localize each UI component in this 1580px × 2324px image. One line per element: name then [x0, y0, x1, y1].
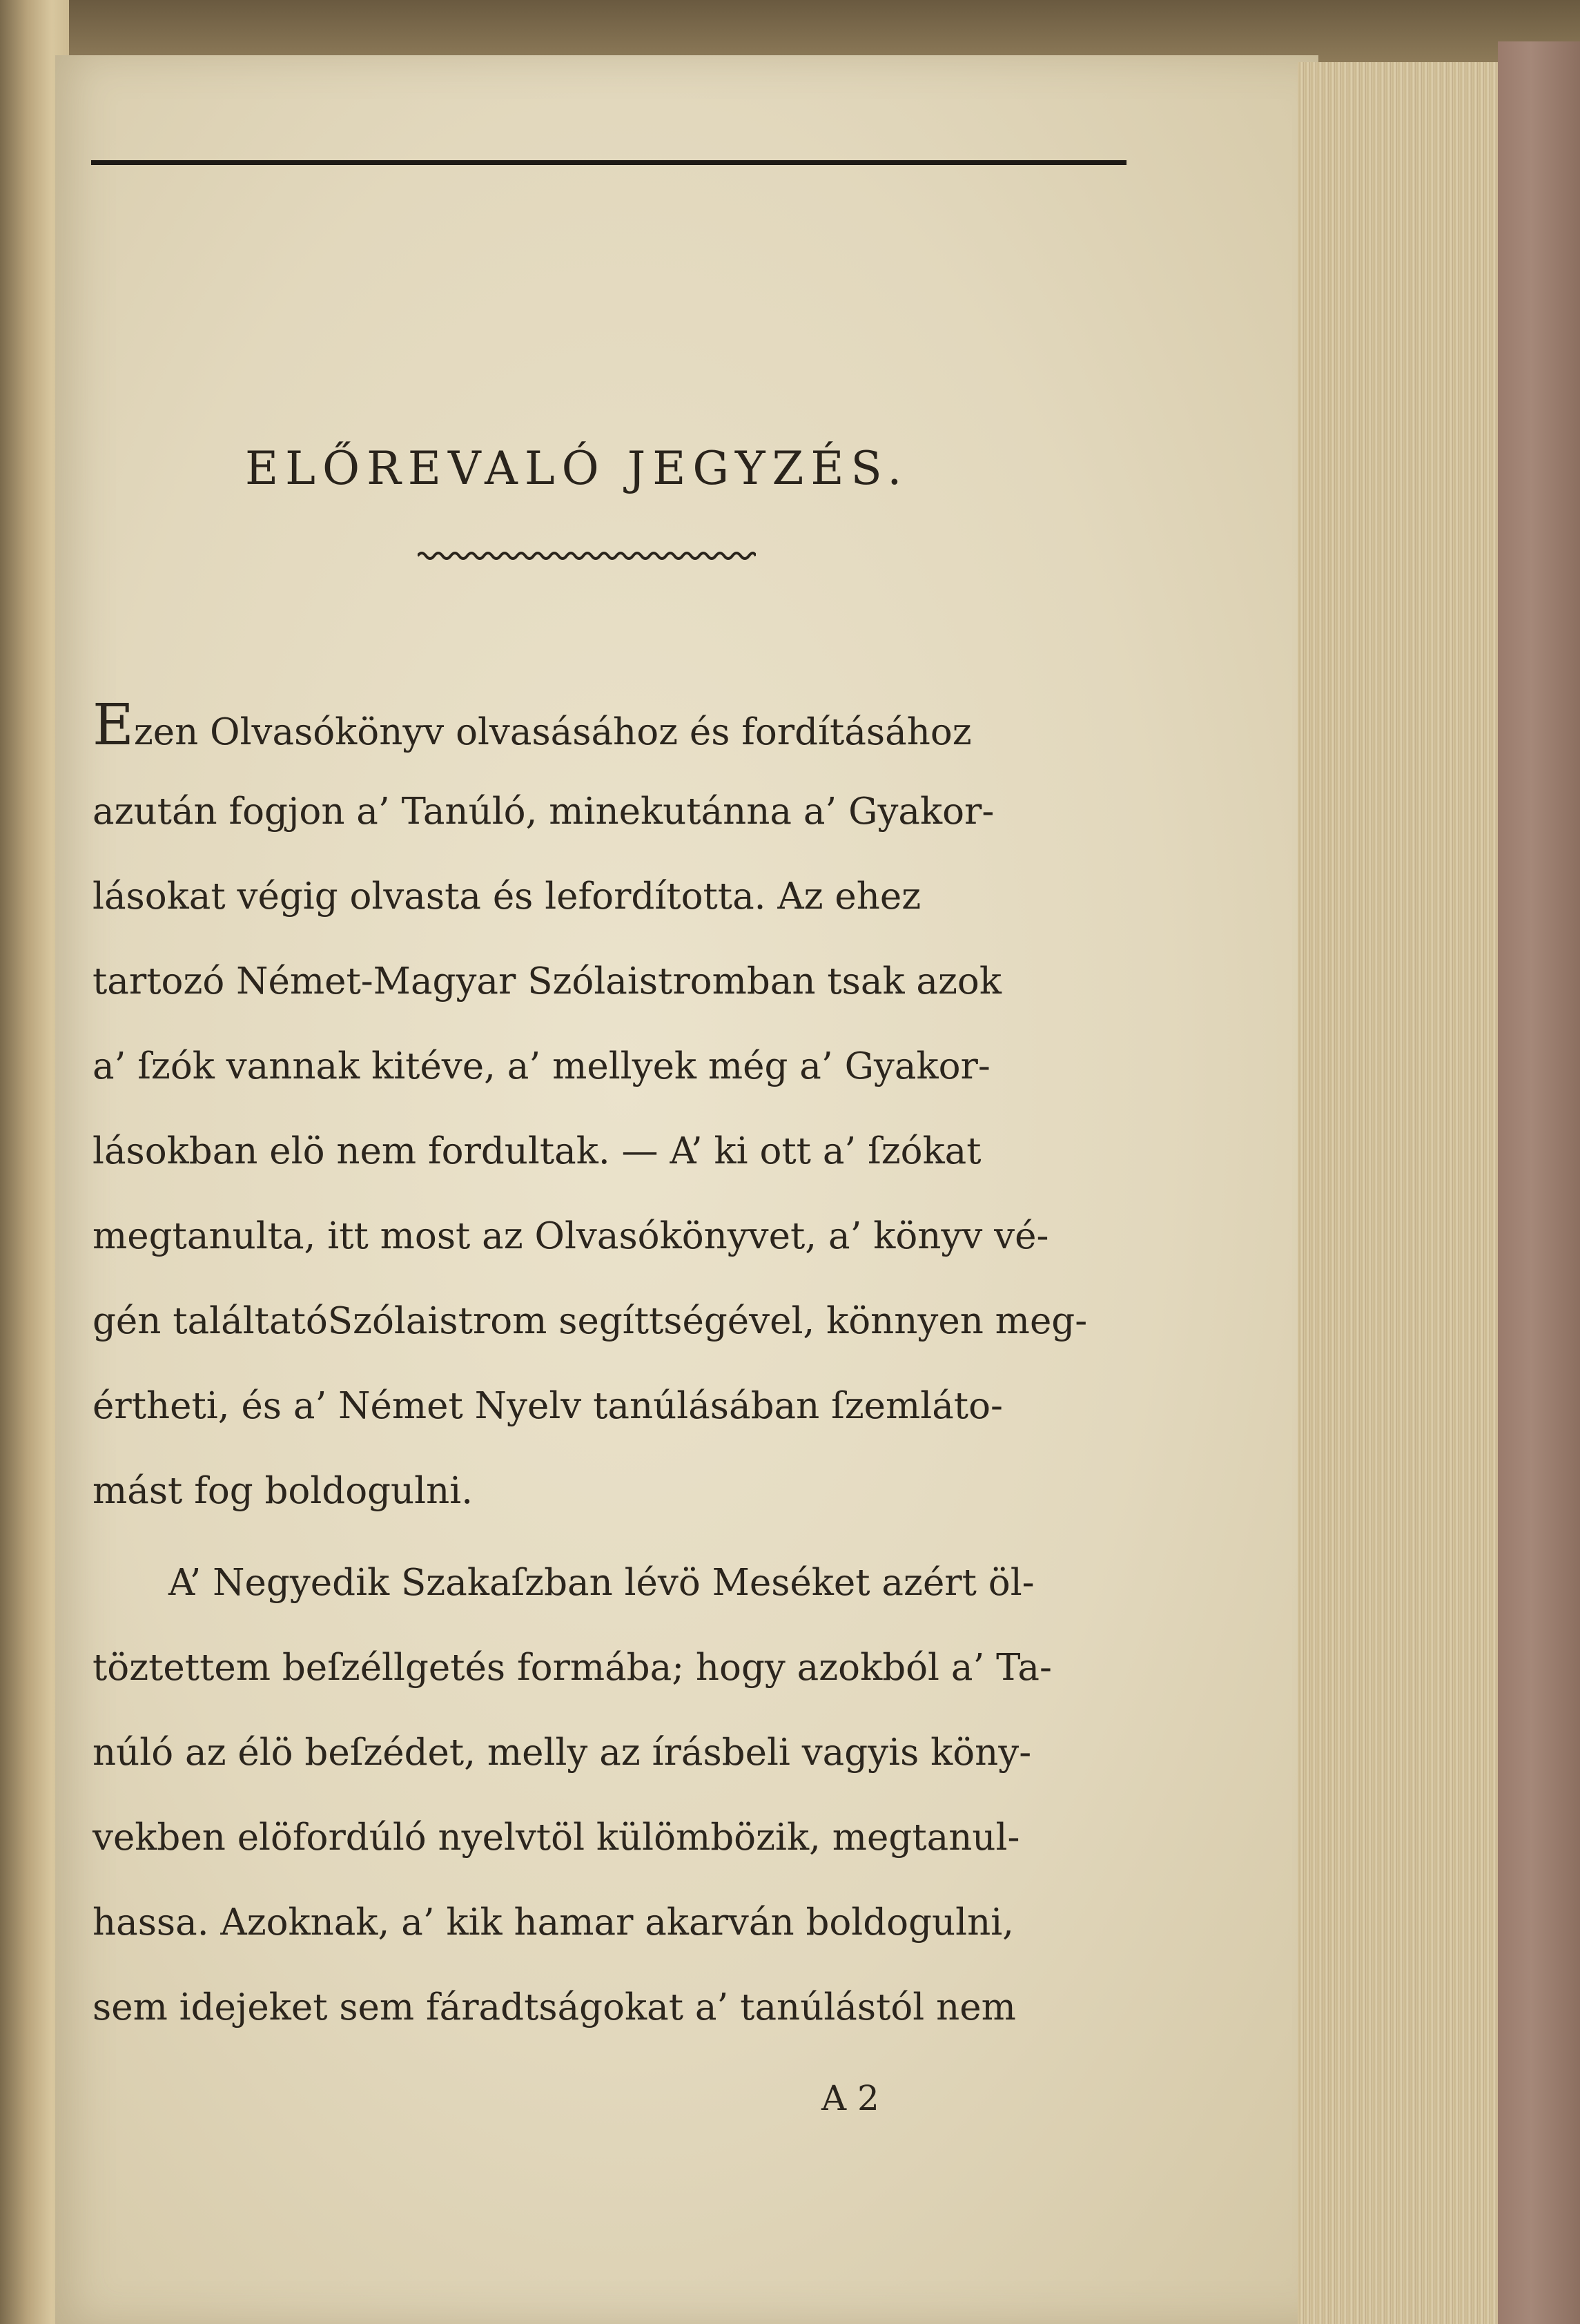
text-line: mást fog boldogulni.	[92, 1470, 474, 1512]
drop-cap: E	[92, 693, 134, 758]
page-edges	[1298, 62, 1505, 2324]
text-line: gén találtatóSzólaistrom segíttségével, könnyen meg-	[92, 1300, 1088, 1342]
text-line: vekben elöfordúló nyelvtöl külömbözik, megtanul-	[92, 1817, 1020, 1859]
page-title: ELŐREVALÓ JEGYZÉS.	[245, 442, 909, 495]
text-line: azután fogjon a’ Tanúló, minekutánna a’ Gyakor-	[92, 791, 995, 833]
text-line: értheti, és a’ Német Nyelv tanúlásában ſzemláto-	[92, 1385, 1003, 1427]
text-line: A’ Negyedik Szakaſzban lévö Meséket azért öl-	[168, 1562, 1035, 1604]
line-text: zen Olvasókönyv olvasásához és fordításához	[133, 711, 972, 753]
text-line: a’ ſzók vannak kitéve, a’ mellyek még a’ Gyakor-	[92, 1045, 991, 1087]
book-page	[55, 55, 1318, 2324]
text-line	[92, 693, 972, 758]
title-ornament	[418, 549, 756, 563]
text-line: núló az élö beſzédet, melly az írásbeli vagyis köny-	[92, 1732, 1032, 1774]
text-line: lásokat végig olvasta és lefordította. Az ehez	[92, 875, 921, 918]
text-line: sem idejeket sem fáradtságokat a’ tanúlástól nem	[92, 1986, 1016, 2028]
book-cover-right	[1498, 41, 1580, 2324]
text-line: hassa. Azoknak, a’ kik hamar akarván boldogulni,	[92, 1901, 1015, 1944]
header-rule	[91, 160, 1127, 165]
signature-mark: A 2	[821, 2078, 879, 2118]
text-line: tartozó Német-Magyar Szólaistromban tsak azok	[92, 960, 1002, 1003]
text-line: lásokban elö nem fordultak. — A’ ki ott a’ ſzókat	[92, 1130, 982, 1172]
text-line: megtanulta, itt most az Olvasókönyvet, a’ könyv vé-	[92, 1215, 1049, 1257]
text-line: töztettem beſzéllgetés formába; hogy azokból a’ Ta-	[92, 1647, 1052, 1689]
